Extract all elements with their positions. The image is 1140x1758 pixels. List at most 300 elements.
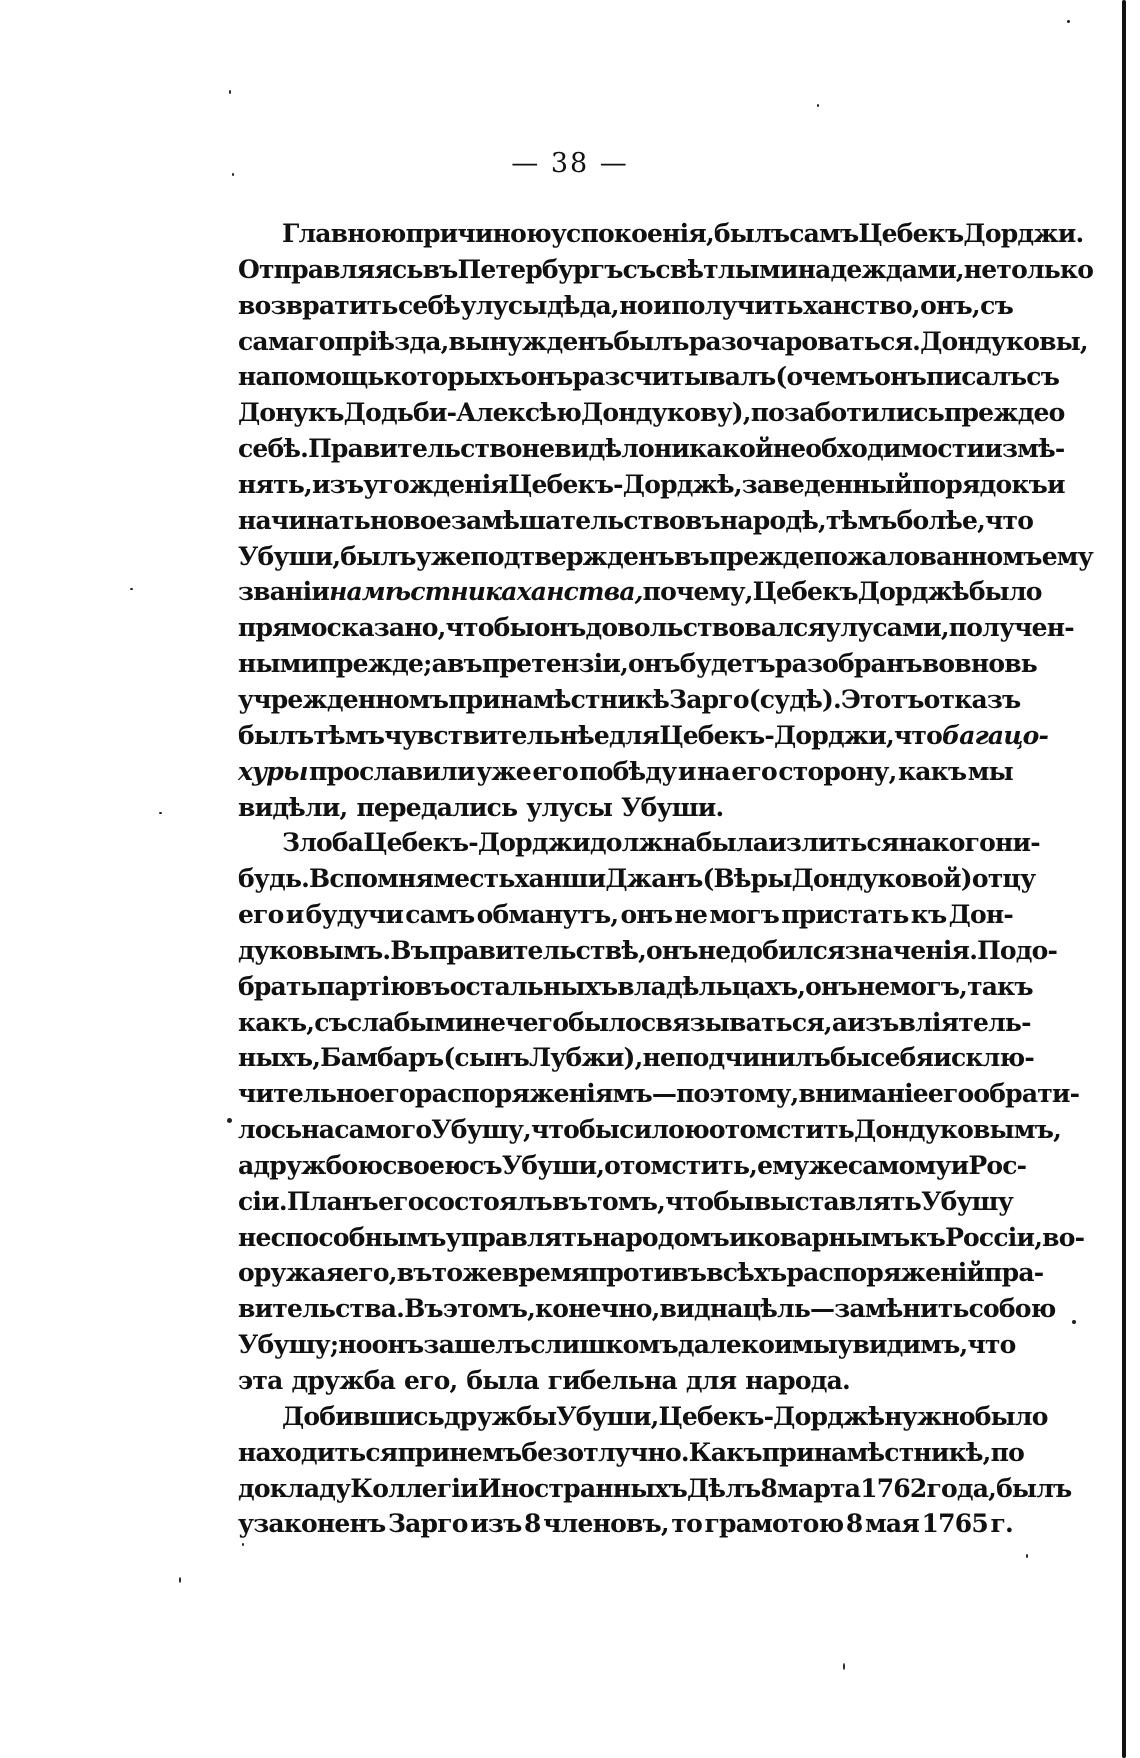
text-line	[238, 1399, 1048, 1435]
word: Дондуковымъ,	[853, 1115, 1061, 1145]
word: Убушу,	[431, 1115, 531, 1145]
word: Планъ	[286, 1186, 378, 1216]
text-line	[238, 503, 1034, 539]
word: то	[671, 1509, 702, 1539]
word: въ	[446, 649, 482, 679]
word: не	[963, 254, 997, 284]
word: на	[898, 828, 932, 858]
word: (судѣ).	[748, 684, 841, 714]
word: вниманіе	[798, 1079, 928, 1109]
word: же	[808, 1150, 848, 1180]
print-speck	[1026, 1554, 1028, 1558]
page-edge-shadow	[1122, 0, 1126, 1758]
word: Главною	[282, 219, 406, 248]
word: обманутъ,	[476, 900, 619, 930]
word: лось	[238, 1115, 302, 1145]
print-speck	[227, 1118, 232, 1123]
word: болѣе,	[896, 505, 986, 535]
word: будучи	[305, 900, 404, 930]
text-line	[238, 574, 1042, 610]
word: прямо	[238, 613, 327, 643]
word: было	[568, 1007, 641, 1037]
word: чтобы	[665, 1186, 754, 1216]
word: которыхъ	[383, 362, 521, 392]
word: (о	[775, 362, 803, 392]
word: добился	[730, 935, 845, 965]
word: и	[774, 1330, 792, 1360]
word: прежде;	[318, 649, 432, 679]
word: неспособнымъ	[238, 1222, 446, 1252]
word: могъ,	[889, 971, 968, 1001]
word: писалъ	[926, 362, 1027, 392]
word: претензіи,	[481, 649, 628, 679]
word: Убушу;	[238, 1330, 339, 1360]
word: Петербургъ	[457, 254, 623, 284]
word: но	[619, 290, 653, 320]
word: силою	[619, 1115, 709, 1145]
text-line	[238, 1506, 1013, 1542]
word: по	[990, 1437, 1024, 1467]
word: эта	[238, 1366, 283, 1395]
text-line	[238, 1005, 1031, 1041]
word: изъ	[847, 1007, 899, 1037]
word: слишкомъ	[530, 1330, 678, 1360]
text-line	[238, 288, 1013, 324]
word: онъ	[371, 1330, 424, 1360]
word: съ	[622, 254, 656, 284]
word: докладу	[238, 1473, 351, 1503]
word: прежде	[708, 541, 814, 571]
italic-word: багацо-	[942, 720, 1049, 750]
word: Зарго	[668, 684, 749, 714]
word: измѣ-	[984, 434, 1065, 464]
word: дружба	[291, 1366, 395, 1395]
word: чтобы	[445, 613, 534, 643]
word: онъ	[620, 900, 673, 930]
word: отомстить	[708, 1115, 854, 1145]
word: Дорджи.	[963, 219, 1084, 248]
word: Бамбаръ	[320, 1043, 444, 1073]
word: подтвержденъ	[470, 541, 674, 571]
word: Рос-	[968, 1150, 1027, 1180]
word: Джанъ	[605, 864, 703, 894]
word: Цебекъ	[752, 577, 858, 607]
word: кого	[931, 828, 996, 858]
word: далеко	[677, 1330, 775, 1360]
word: конечно,	[535, 1294, 660, 1324]
word: замѣшательство	[450, 505, 685, 535]
word: должна	[589, 828, 696, 858]
word: былъ	[613, 326, 689, 356]
word: Правительство	[308, 434, 522, 464]
word: что	[893, 720, 943, 750]
word: ему	[1041, 541, 1093, 571]
word: отцу	[971, 864, 1036, 894]
word: сторону,	[778, 756, 897, 786]
text-line	[238, 1255, 1044, 1291]
print-speck	[159, 812, 162, 814]
word: намѣстникѣ	[500, 684, 669, 714]
word: мая	[865, 1509, 919, 1539]
word: Убушу	[921, 1186, 1013, 1216]
word: народа.	[745, 1366, 850, 1395]
word: сіи.	[238, 1186, 287, 1216]
word: отказъ	[923, 684, 1021, 714]
body-text	[238, 216, 1094, 1542]
word: дружбы	[443, 1401, 557, 1431]
word: улусы	[526, 792, 613, 822]
word: исклю-	[933, 1043, 1034, 1073]
word: связываться,	[640, 1007, 832, 1037]
word: никакой	[653, 434, 773, 464]
word: Коллегіи	[350, 1473, 478, 1503]
word: какъ	[897, 756, 967, 786]
text-line	[238, 1040, 1034, 1076]
word: распоряженіямъ	[414, 1079, 652, 1109]
word: не	[642, 1043, 676, 1073]
word: мы	[791, 1330, 838, 1360]
word: бы	[830, 1043, 871, 1073]
word: Дорджѣ	[857, 577, 969, 607]
word: Россіи,	[945, 1222, 1043, 1252]
word: но	[338, 1330, 372, 1360]
word: улусы	[460, 290, 547, 320]
word: заведенный	[741, 469, 912, 499]
word: побѣду	[579, 756, 677, 786]
word: въ	[673, 541, 709, 571]
word: зашелъ	[423, 1330, 531, 1360]
word: выставлять	[753, 1186, 921, 1216]
word: что	[985, 505, 1034, 535]
text-line	[238, 1471, 1072, 1507]
word: была	[695, 828, 769, 858]
word: прежде	[943, 398, 1049, 428]
word: надеждами,	[797, 254, 964, 284]
word: въ	[684, 505, 720, 535]
word: съ	[314, 1007, 348, 1037]
word: Дон-	[948, 900, 1013, 930]
word: дружбою	[253, 1150, 383, 1180]
word: 1762	[860, 1473, 927, 1503]
word: Цебекъ-Дорджи,	[659, 720, 894, 750]
word: Дондуковой)	[791, 864, 972, 894]
word: будь.	[238, 864, 310, 894]
word: гибельна	[547, 1366, 677, 1395]
word: разсчитывалъ	[572, 362, 776, 392]
word: Дону	[238, 398, 309, 428]
italic-word: ханства,	[516, 577, 643, 607]
word: 8	[760, 1473, 778, 1503]
word: нечего	[472, 1007, 569, 1037]
text-line	[238, 790, 1013, 826]
word: будетъ	[679, 649, 775, 679]
word: самъ	[789, 219, 859, 248]
word: его	[532, 756, 578, 786]
text-line	[238, 754, 1013, 790]
print-speck	[1072, 1320, 1076, 1324]
word: Лубжи),	[528, 1043, 643, 1073]
word: съ	[1026, 362, 1060, 392]
text-line	[238, 682, 1021, 718]
italic-word: намѣстника	[329, 577, 517, 607]
word: тоже	[431, 1258, 502, 1288]
word: излиться	[768, 828, 899, 858]
word: Въ	[404, 1294, 443, 1324]
word: свѣтлыми	[655, 254, 798, 284]
word: цѣль	[742, 1294, 811, 1324]
word: Убуши,	[501, 1150, 605, 1180]
word: не	[697, 935, 731, 965]
word: Отправляясь	[238, 254, 423, 284]
word: месть	[433, 864, 515, 894]
word: для	[608, 720, 660, 750]
word: ными	[238, 649, 319, 679]
word: былъ	[996, 1473, 1072, 1503]
word: новое	[369, 505, 451, 535]
word: что	[967, 1330, 1016, 1360]
text-line	[238, 969, 1033, 1005]
word: онъ	[533, 613, 586, 643]
word: прославили	[309, 756, 475, 786]
word: причиною	[405, 219, 551, 248]
word: Цебекъ-Дорджѣ,	[508, 469, 742, 499]
word: пристать	[781, 900, 909, 930]
word: какъ,	[238, 1007, 315, 1037]
word: Подо-	[977, 935, 1058, 965]
word: поэтому,	[676, 1079, 799, 1109]
word: чемъ	[802, 362, 875, 392]
word: учрежденномъ	[238, 684, 449, 714]
word: изъ	[470, 1509, 522, 1539]
word: и	[728, 1222, 747, 1252]
text-line	[238, 1220, 1085, 1256]
word: находиться	[238, 1437, 398, 1467]
word: управлять	[445, 1222, 593, 1252]
word: видна	[659, 1294, 743, 1324]
text-line	[238, 933, 1058, 969]
word: противъ	[588, 1258, 707, 1288]
word: себѣ	[397, 290, 461, 320]
word: ханши	[514, 864, 606, 894]
word: себѣ.	[238, 434, 309, 464]
word: возвратить	[238, 290, 398, 320]
word: значенія.	[844, 935, 978, 965]
word: для	[685, 1366, 737, 1395]
word: Дондукову),	[580, 398, 751, 428]
print-speck	[130, 588, 133, 590]
word: съ	[980, 290, 1013, 320]
word: остальныхъ	[449, 971, 618, 1001]
word: себя	[870, 1043, 934, 1073]
word: былъ	[340, 541, 416, 571]
print-speck	[1067, 20, 1070, 23]
word: вліятель-	[898, 1007, 1031, 1037]
word: подчинилъ	[675, 1043, 831, 1073]
word: дуковымъ.	[238, 935, 391, 965]
word: дѣда,	[546, 290, 619, 320]
word: необходимости	[772, 434, 985, 464]
word: его,	[343, 1258, 397, 1288]
word: безотлучно.	[521, 1437, 689, 1467]
word: мы	[967, 756, 1013, 786]
word: намѣстникѣ,	[813, 1437, 991, 1467]
word: 8	[845, 1509, 863, 1539]
word: вынужденъ	[448, 326, 614, 356]
word: Цебекъ-Дорджѣ	[658, 1401, 885, 1431]
word: онъ	[805, 971, 857, 1001]
word: партію	[316, 971, 415, 1001]
word: членовъ,	[543, 1509, 669, 1539]
word: онъ	[520, 362, 573, 392]
word: Какъ	[688, 1437, 762, 1467]
word: Дондуковы,	[920, 326, 1088, 356]
word: слабыми	[347, 1007, 473, 1037]
word: тѣмъ	[825, 505, 897, 535]
word: время	[501, 1258, 589, 1288]
word: ныхъ,	[238, 1043, 321, 1073]
word: правительствѣ,	[428, 935, 647, 965]
word: видѣли,	[238, 792, 348, 822]
word: брать	[238, 971, 317, 1001]
word: его	[927, 1079, 974, 1109]
word: угожденія	[363, 469, 509, 499]
word: изъ	[311, 469, 364, 499]
word: нять,	[238, 469, 312, 499]
word: могъ	[709, 900, 780, 930]
text-line	[238, 1327, 1016, 1363]
word: самаго	[238, 326, 335, 356]
word: такъ	[967, 971, 1033, 1001]
text-line	[238, 1435, 1024, 1471]
word: тѣмъ	[313, 720, 385, 750]
word: узаконенъ	[238, 1509, 386, 1539]
word: распоряженій	[786, 1258, 985, 1288]
word: —	[810, 1294, 835, 1324]
text-line	[238, 252, 1094, 288]
word: Убуши.	[621, 792, 724, 822]
print-speck	[242, 1543, 244, 1546]
page-number: — 38 —	[511, 148, 629, 179]
word: г.	[990, 1509, 1013, 1539]
word: въ	[552, 1186, 588, 1216]
word: во	[921, 649, 955, 679]
word: вновь	[954, 649, 1037, 679]
word: нужно	[884, 1401, 975, 1431]
word: грамотою	[704, 1509, 844, 1539]
word: не	[856, 971, 890, 1001]
word: а	[431, 649, 447, 679]
word: Въ	[390, 935, 429, 965]
word: онъ	[874, 362, 926, 392]
word: не	[674, 900, 708, 930]
word: 8	[524, 1509, 541, 1539]
word: передались	[356, 792, 518, 822]
word: его,	[403, 1366, 458, 1395]
text-line	[238, 1291, 1056, 1327]
text-line	[238, 610, 1074, 646]
word: Злоба	[282, 828, 364, 858]
print-speck	[229, 90, 231, 94]
word: Цебекъ	[858, 219, 964, 248]
word: Дѣлъ	[686, 1473, 761, 1503]
word: порядокъ	[911, 469, 1048, 499]
word: года,	[926, 1473, 997, 1503]
word: его	[378, 1186, 424, 1216]
word: получить	[671, 290, 803, 320]
word: онъ,	[920, 290, 980, 320]
word: улусами,	[825, 613, 949, 643]
word: (Вѣры	[702, 864, 792, 894]
word: онъ	[646, 935, 698, 965]
word: и	[653, 290, 671, 320]
word: къ	[308, 398, 344, 428]
word: начинать	[238, 505, 370, 535]
word: о	[1048, 398, 1065, 428]
word: чтобы	[530, 1115, 620, 1145]
text-line	[238, 861, 1036, 897]
word: Убуши,	[238, 541, 341, 571]
word: въ	[414, 971, 450, 1001]
word: видѣло	[554, 434, 654, 464]
word: самъ	[405, 900, 475, 930]
word: въ	[422, 254, 458, 284]
word: уже	[415, 541, 471, 571]
text-line	[238, 539, 1093, 575]
word: Цебекъ-Дорджи	[363, 828, 590, 858]
text-line	[238, 1363, 1013, 1399]
word: на	[301, 1115, 335, 1145]
word: и	[950, 1150, 969, 1180]
word: съ	[469, 1150, 502, 1180]
word: всѣхъ	[706, 1258, 787, 1288]
text-line	[238, 324, 1088, 360]
word: не	[521, 434, 555, 464]
word: въ	[396, 1258, 432, 1288]
text-line	[238, 1184, 1013, 1220]
text-line	[238, 359, 1060, 395]
word: на	[238, 362, 271, 392]
word: вительства.	[238, 1294, 405, 1324]
word: немъ	[449, 1437, 522, 1467]
text-line	[238, 431, 1065, 467]
word: позаботились	[750, 398, 944, 428]
word: состоялъ	[423, 1186, 552, 1216]
word: марта	[777, 1473, 861, 1503]
word: при	[761, 1437, 814, 1467]
word: его	[369, 1079, 415, 1109]
word: онъ	[628, 649, 680, 679]
word: обрати-	[973, 1079, 1080, 1109]
word: народѣ,	[719, 505, 826, 535]
word: при	[397, 1437, 450, 1467]
text-line	[238, 467, 1065, 503]
word: Зарго	[387, 1509, 468, 1539]
word: уже	[476, 756, 531, 786]
word: Этотъ	[840, 684, 924, 714]
word: коварнымъ	[746, 1222, 910, 1252]
word: чительно	[238, 1079, 370, 1109]
word: получен-	[948, 613, 1074, 643]
word: и	[677, 756, 696, 786]
word: и	[1047, 469, 1065, 499]
word: оружая	[238, 1258, 344, 1288]
word: Додьби-Алексѣю	[343, 398, 581, 428]
word: собою	[968, 1294, 1056, 1324]
word: пожалованномъ	[813, 541, 1042, 571]
word: его	[238, 900, 284, 930]
word: званіи	[238, 577, 330, 607]
word: довольствовался	[585, 613, 826, 643]
